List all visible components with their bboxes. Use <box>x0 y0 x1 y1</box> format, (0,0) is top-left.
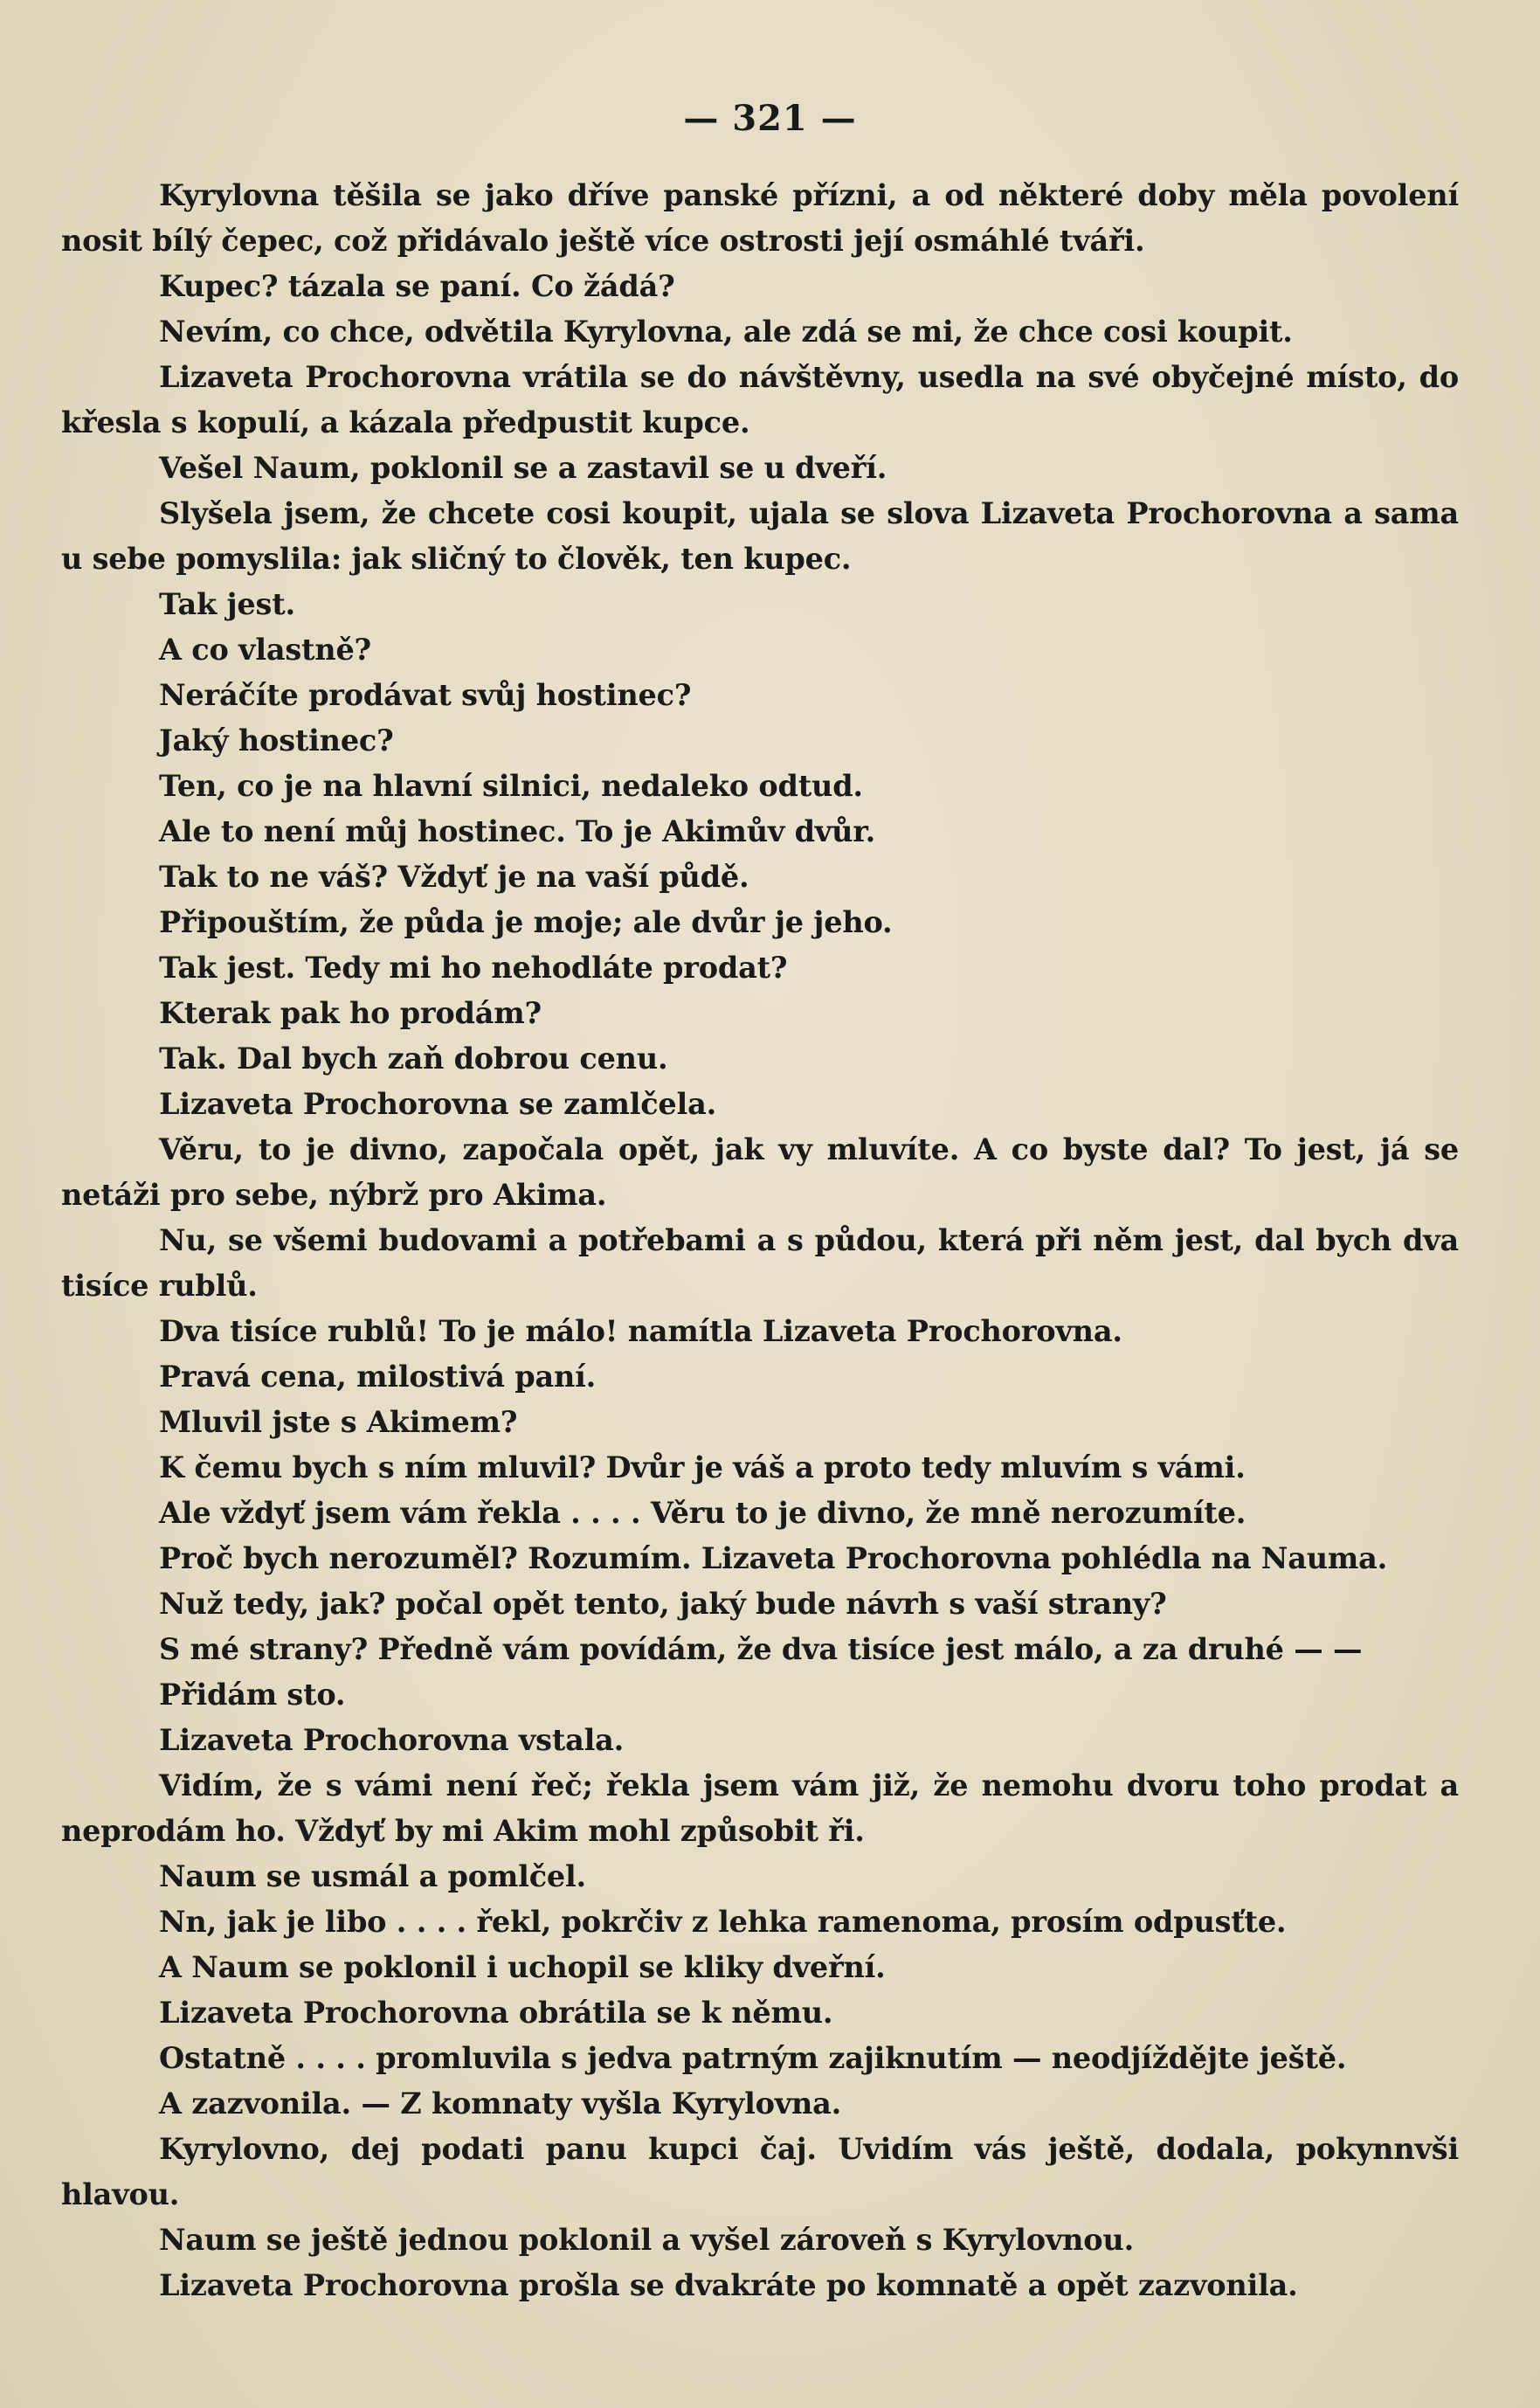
paragraph: Přidám sto. <box>159 1678 346 1712</box>
paragraph: A co vlastně? <box>159 633 371 667</box>
paragraph: Vidím, že s vámi není řeč; řekla jsem vám již, že nemohu dvoru toho prodat a neprodám ho. Vždyť by mi Akim mohl způsobit ři. <box>61 1768 1459 1848</box>
paragraph: Neráčíte prodávat svůj hostinec? <box>159 678 692 712</box>
paragraph: Věru, to je divno, započala opět, jak vy mluvíte. A co byste dal? To jest, já se netáži pro sebe, nýbrž pro Akima. <box>61 1132 1459 1212</box>
paragraph: Lizaveta Prochorovna vstala. <box>159 1723 625 1757</box>
body-text <box>61 173 1459 2308</box>
paragraph: Tak jest. Tedy mi ho nehodláte prodat? <box>159 951 788 985</box>
paragraph: Dva tisíce rublů! To je málo! namítla Lizaveta Prochorovna. <box>159 1314 1122 1348</box>
paragraph: Tak. Dal bych zaň dobrou cenu. <box>159 1041 668 1076</box>
paragraph: Slyšela jsem, že chcete cosi koupit, ujala se slova Lizaveta Prochorovna a sama u sebe pomyslila: jak sličný to člověk, ten kupec. <box>61 496 1459 576</box>
paragraph: Nevím, co chce, odvětila Kyrylovna, ale zdá se mi, že chce cosi koupit. <box>159 315 1293 349</box>
paragraph: Ale vždyť jsem vám řekla . . . . Věru to je divno, že mně nerozumíte. <box>159 1496 1247 1530</box>
paragraph: S mé strany? Předně vám povídám, že dva tisíce jest málo, a za druhé — — <box>159 1632 1363 1666</box>
paragraph: Lizaveta Prochorovna vrátila se do návštěvny, usedla na své obyčejné místo, do křesla s kopulí, a kázala předpustit kupce. <box>61 360 1459 439</box>
paragraph: Kyrylovno, dej podati panu kupci čaj. Uvidím vás ještě, dodala, pokynnvši hlavou. <box>61 2132 1459 2211</box>
paragraph: Tak jest. <box>159 587 295 621</box>
paragraph: Nn, jak je libo . . . . řekl, pokrčiv z lehka ramenoma, prosím odpusťte. <box>159 1905 1287 1939</box>
paragraph: Ten, co je na hlavní silnici, nedaleko odtud. <box>159 769 863 803</box>
paragraph: A Naum se poklonil i uchopil se kliky dveřní. <box>159 1950 886 1984</box>
paragraph: Vešel Naum, poklonil se a zastavil se u dveří. <box>159 451 887 485</box>
paragraph: Připouštím, že půda je moje; ale dvůr je jeho. <box>159 905 893 939</box>
paragraph: Mluvil jste s Akimem? <box>159 1405 518 1439</box>
paragraph: K čemu bych s ním mluvil? Dvůr je váš a proto tedy mluvím s vámi. <box>159 1450 1246 1484</box>
paragraph: Lizaveta Prochorovna obrátila se k němu. <box>159 1996 833 2030</box>
paragraph: Naum se usmál a pomlčel. <box>159 1859 586 1893</box>
paragraph: Nuž tedy, jak? počal opět tento, jaký bude návrh s vaší strany? <box>159 1587 1167 1621</box>
paragraph: Kterak pak ho prodám? <box>159 996 542 1030</box>
paragraph: Ale to není můj hostinec. To je Akimův dvůr. <box>159 814 876 848</box>
paragraph: Pravá cena, milostivá paní. <box>159 1360 597 1394</box>
page-number: — 321 — <box>683 98 857 139</box>
paragraph: Kupec? tázala se paní. Co žádá? <box>159 269 675 303</box>
paragraph: A zazvonila. — Z komnaty vyšla Kyrylovna. <box>159 2086 842 2121</box>
paragraph: Nu, se všemi budovami a potřebami a s půdou, která při něm jest, dal bych dva tisíce rublů. <box>61 1223 1459 1303</box>
paragraph: Naum se ještě jednou poklonil a vyšel zároveň s Kyrylovnou. <box>159 2223 1135 2257</box>
paragraph: Ostatně . . . . promluvila s jedva patrným zajiknutím — neodjíždějte ještě. <box>159 2041 1347 2075</box>
paragraph: Tak to ne váš? Vždyť je na vaší půdě. <box>159 860 749 894</box>
paragraph: Proč bych nerozuměl? Rozumím. Lizaveta Prochorovna pohlédla na Nauma. <box>159 1541 1388 1575</box>
paragraph: Lizaveta Prochorovna se zamlčela. <box>159 1087 717 1121</box>
paragraph: Lizaveta Prochorovna prošla se dvakráte po komnatě a opět zazvonila. <box>159 2268 1298 2302</box>
paragraph: Kyrylovna těšila se jako dříve panské přízni, a od některé doby měla povolení nosit bílý čepec, což přidávalo ještě více ostrosti její osmáhlé tváři. <box>61 178 1459 258</box>
paragraph: Jaký hostinec? <box>159 723 394 758</box>
